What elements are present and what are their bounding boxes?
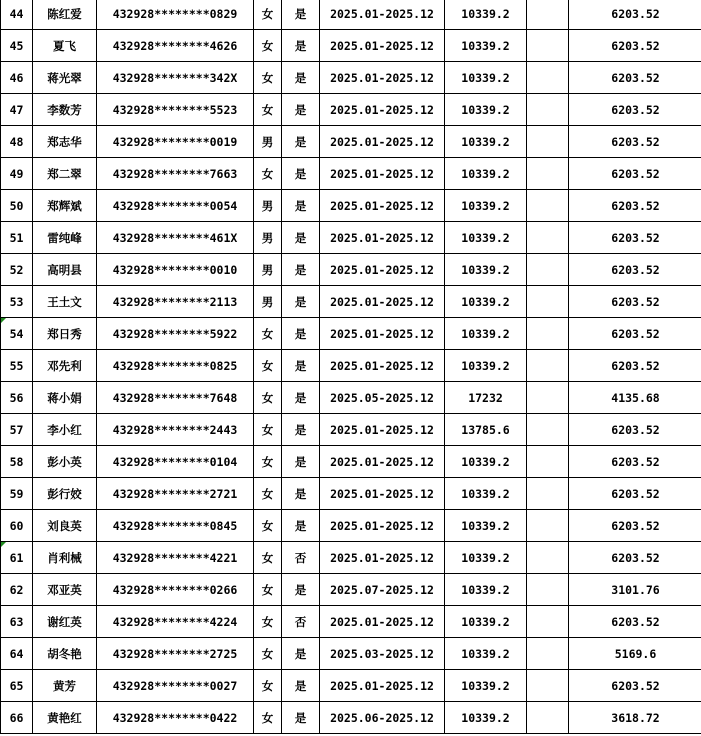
gender-cell[interactable]: 女 — [254, 30, 282, 62]
id-number-cell[interactable]: 432928********0027 — [97, 670, 254, 702]
id-number-cell[interactable]: 432928********4626 — [97, 30, 254, 62]
id-number-cell[interactable]: 432928********0266 — [97, 574, 254, 606]
id-number-cell[interactable]: 432928********0010 — [97, 254, 254, 286]
table-row — [1, 478, 701, 510]
table-row — [1, 542, 701, 574]
subsidy-cell[interactable]: 6203.52 — [569, 670, 701, 702]
table-row — [1, 574, 701, 606]
name-cell[interactable]: 郑二翠 — [33, 158, 97, 190]
empty-cell[interactable] — [527, 414, 569, 446]
status-flag-cell[interactable]: 是 — [282, 190, 320, 222]
amount-cell[interactable]: 10339.2 — [445, 62, 527, 94]
amount-cell[interactable]: 10339.2 — [445, 670, 527, 702]
name-cell[interactable]: 李小红 — [33, 414, 97, 446]
amount-cell[interactable]: 10339.2 — [445, 542, 527, 574]
amount-cell[interactable]: 10339.2 — [445, 606, 527, 638]
row-number-cell[interactable]: 50 — [1, 190, 33, 222]
gender-cell[interactable]: 女 — [254, 414, 282, 446]
table-row — [1, 126, 701, 158]
subsidy-cell[interactable]: 6203.52 — [569, 542, 701, 574]
name-cell[interactable]: 谢红英 — [33, 606, 97, 638]
table-row — [1, 670, 701, 702]
subsidy-cell[interactable]: 6203.52 — [569, 158, 701, 190]
subsidy-cell[interactable]: 6203.52 — [569, 446, 701, 478]
empty-cell[interactable] — [527, 510, 569, 542]
status-flag-cell[interactable]: 是 — [282, 318, 320, 350]
empty-cell[interactable] — [527, 190, 569, 222]
amount-cell[interactable]: 10339.2 — [445, 94, 527, 126]
subsidy-cell[interactable]: 6203.52 — [569, 222, 701, 254]
row-number-cell[interactable]: 55 — [1, 350, 33, 382]
table-row — [1, 0, 701, 30]
empty-cell[interactable] — [527, 446, 569, 478]
empty-cell[interactable] — [527, 94, 569, 126]
empty-cell[interactable] — [527, 702, 569, 734]
gender-cell[interactable]: 男 — [254, 190, 282, 222]
row-number-cell[interactable]: 64 — [1, 638, 33, 670]
amount-cell[interactable]: 10339.2 — [445, 158, 527, 190]
subsidy-cell[interactable]: 6203.52 — [569, 62, 701, 94]
name-cell[interactable]: 黄芳 — [33, 670, 97, 702]
id-number-cell[interactable]: 432928********2443 — [97, 414, 254, 446]
id-number-cell[interactable]: 432928********0054 — [97, 190, 254, 222]
id-number-cell[interactable]: 432928********5922 — [97, 318, 254, 350]
subsidy-cell[interactable]: 6203.52 — [569, 254, 701, 286]
name-cell[interactable]: 郑日秀 — [33, 318, 97, 350]
amount-cell[interactable]: 10339.2 — [445, 446, 527, 478]
table-row — [1, 638, 701, 670]
status-flag-cell[interactable]: 是 — [282, 414, 320, 446]
status-flag-cell[interactable]: 是 — [282, 94, 320, 126]
gender-cell[interactable]: 男 — [254, 254, 282, 286]
status-flag-cell[interactable]: 是 — [282, 126, 320, 158]
subsidy-cell[interactable]: 6203.52 — [569, 510, 701, 542]
row-number-cell[interactable]: 56 — [1, 382, 33, 414]
amount-cell[interactable]: 10339.2 — [445, 254, 527, 286]
period-cell[interactable]: 2025.05-2025.12 — [320, 382, 445, 414]
gender-cell[interactable]: 女 — [254, 382, 282, 414]
id-number-cell[interactable]: 432928********342X — [97, 62, 254, 94]
row-number-cell[interactable]: 65 — [1, 670, 33, 702]
row-number-cell[interactable]: 60 — [1, 510, 33, 542]
table-row — [1, 286, 701, 318]
empty-cell[interactable] — [527, 222, 569, 254]
table-row — [1, 510, 701, 542]
period-cell[interactable]: 2025.01-2025.12 — [320, 286, 445, 318]
row-number-cell[interactable]: 54 — [1, 318, 33, 350]
row-number-cell[interactable]: 44 — [1, 0, 33, 30]
period-cell[interactable]: 2025.01-2025.12 — [320, 222, 445, 254]
gender-cell[interactable]: 男 — [254, 222, 282, 254]
subsidy-cell[interactable]: 6203.52 — [569, 350, 701, 382]
name-cell[interactable]: 高明县 — [33, 254, 97, 286]
amount-cell[interactable]: 10339.2 — [445, 30, 527, 62]
name-cell[interactable]: 郑辉斌 — [33, 190, 97, 222]
table-row — [1, 318, 701, 350]
table-row — [1, 30, 701, 62]
id-number-cell[interactable]: 432928********461X — [97, 222, 254, 254]
table-row — [1, 702, 701, 734]
row-number-cell[interactable]: 61 — [1, 542, 33, 574]
empty-cell[interactable] — [527, 478, 569, 510]
table-row — [1, 446, 701, 478]
empty-cell[interactable] — [527, 0, 569, 30]
amount-cell[interactable]: 10339.2 — [445, 510, 527, 542]
amount-cell[interactable]: 10339.2 — [445, 190, 527, 222]
status-flag-cell[interactable]: 是 — [282, 62, 320, 94]
amount-cell[interactable]: 10339.2 — [445, 126, 527, 158]
row-number-cell[interactable]: 52 — [1, 254, 33, 286]
gender-cell[interactable]: 女 — [254, 446, 282, 478]
amount-cell[interactable]: 10339.2 — [445, 350, 527, 382]
subsidy-cell[interactable]: 6203.52 — [569, 478, 701, 510]
name-cell[interactable]: 郑志华 — [33, 126, 97, 158]
period-cell[interactable]: 2025.01-2025.12 — [320, 190, 445, 222]
amount-cell[interactable]: 10339.2 — [445, 638, 527, 670]
row-number-cell[interactable]: 59 — [1, 478, 33, 510]
period-cell[interactable]: 2025.07-2025.12 — [320, 574, 445, 606]
amount-cell[interactable]: 10339.2 — [445, 574, 527, 606]
amount-cell[interactable]: 10339.2 — [445, 702, 527, 734]
name-cell[interactable]: 肖利械 — [33, 542, 97, 574]
status-flag-cell[interactable]: 是 — [282, 222, 320, 254]
status-flag-cell[interactable]: 是 — [282, 510, 320, 542]
period-cell[interactable]: 2025.01-2025.12 — [320, 94, 445, 126]
status-flag-cell[interactable]: 是 — [282, 286, 320, 318]
name-cell[interactable]: 黄艳红 — [33, 702, 97, 734]
empty-cell[interactable] — [527, 574, 569, 606]
gender-cell[interactable]: 女 — [254, 478, 282, 510]
id-number-cell[interactable]: 432928********7648 — [97, 382, 254, 414]
period-cell[interactable]: 2025.01-2025.12 — [320, 158, 445, 190]
id-number-cell[interactable]: 432928********0422 — [97, 702, 254, 734]
empty-cell[interactable] — [527, 286, 569, 318]
id-number-cell[interactable]: 432928********4224 — [97, 606, 254, 638]
subsidy-cell[interactable]: 6203.52 — [569, 30, 701, 62]
row-number-cell[interactable]: 57 — [1, 414, 33, 446]
gender-cell[interactable]: 女 — [254, 62, 282, 94]
subsidy-cell[interactable]: 4135.68 — [569, 382, 701, 414]
name-cell[interactable]: 陈红爱 — [33, 0, 97, 30]
status-flag-cell[interactable]: 是 — [282, 702, 320, 734]
subsidy-cell[interactable]: 6203.52 — [569, 0, 701, 30]
status-flag-cell[interactable]: 否 — [282, 542, 320, 574]
name-cell[interactable]: 王土文 — [33, 286, 97, 318]
gender-cell[interactable]: 女 — [254, 158, 282, 190]
row-number-cell[interactable]: 48 — [1, 126, 33, 158]
table-row — [1, 414, 701, 446]
row-number-cell[interactable]: 47 — [1, 94, 33, 126]
empty-cell[interactable] — [527, 30, 569, 62]
status-flag-cell[interactable]: 是 — [282, 574, 320, 606]
empty-cell[interactable] — [527, 350, 569, 382]
id-number-cell[interactable]: 432928********0019 — [97, 126, 254, 158]
subsidy-cell[interactable]: 6203.52 — [569, 318, 701, 350]
empty-cell[interactable] — [527, 126, 569, 158]
gender-cell[interactable]: 女 — [254, 670, 282, 702]
period-cell[interactable]: 2025.01-2025.12 — [320, 350, 445, 382]
id-number-cell[interactable]: 432928********2725 — [97, 638, 254, 670]
gender-cell[interactable]: 女 — [254, 0, 282, 30]
gender-cell[interactable]: 女 — [254, 510, 282, 542]
gender-cell[interactable]: 男 — [254, 286, 282, 318]
status-flag-cell[interactable]: 是 — [282, 30, 320, 62]
name-cell[interactable]: 刘良英 — [33, 510, 97, 542]
gender-cell[interactable]: 女 — [254, 606, 282, 638]
name-cell[interactable]: 胡冬艳 — [33, 638, 97, 670]
name-cell[interactable]: 邓亚英 — [33, 574, 97, 606]
period-cell[interactable]: 2025.01-2025.12 — [320, 30, 445, 62]
period-cell[interactable]: 2025.01-2025.12 — [320, 254, 445, 286]
subsidy-cell[interactable]: 6203.52 — [569, 190, 701, 222]
row-number-cell[interactable]: 62 — [1, 574, 33, 606]
empty-cell[interactable] — [527, 542, 569, 574]
status-flag-cell[interactable]: 是 — [282, 670, 320, 702]
id-number-cell[interactable]: 432928********7663 — [97, 158, 254, 190]
period-cell[interactable]: 2025.01-2025.12 — [320, 446, 445, 478]
empty-cell[interactable] — [527, 382, 569, 414]
status-flag-cell[interactable]: 是 — [282, 350, 320, 382]
row-number-cell[interactable]: 51 — [1, 222, 33, 254]
subsidy-cell[interactable]: 6203.52 — [569, 414, 701, 446]
name-cell[interactable]: 蒋光翠 — [33, 62, 97, 94]
id-number-cell[interactable]: 432928********0829 — [97, 0, 254, 30]
gender-cell[interactable]: 女 — [254, 574, 282, 606]
cell-error-indicator-icon — [1, 318, 6, 323]
id-number-cell[interactable]: 432928********4221 — [97, 542, 254, 574]
empty-cell[interactable] — [527, 62, 569, 94]
subsidy-cell[interactable]: 3101.76 — [569, 574, 701, 606]
gender-cell[interactable]: 男 — [254, 126, 282, 158]
table-row — [1, 606, 701, 638]
table-row — [1, 62, 701, 94]
period-cell[interactable]: 2025.01-2025.12 — [320, 510, 445, 542]
amount-cell[interactable]: 10339.2 — [445, 222, 527, 254]
status-flag-cell[interactable]: 是 — [282, 478, 320, 510]
period-cell[interactable]: 2025.01-2025.12 — [320, 542, 445, 574]
amount-cell[interactable]: 10339.2 — [445, 286, 527, 318]
status-flag-cell[interactable]: 是 — [282, 382, 320, 414]
row-number-cell[interactable]: 58 — [1, 446, 33, 478]
row-number-cell[interactable]: 63 — [1, 606, 33, 638]
gender-cell[interactable]: 女 — [254, 702, 282, 734]
period-cell[interactable]: 2025.01-2025.12 — [320, 606, 445, 638]
name-cell[interactable]: 彭行姣 — [33, 478, 97, 510]
name-cell[interactable]: 夏飞 — [33, 30, 97, 62]
table-row — [1, 382, 701, 414]
subsidy-cell[interactable]: 3618.72 — [569, 702, 701, 734]
table-row — [1, 350, 701, 382]
status-flag-cell[interactable]: 否 — [282, 606, 320, 638]
id-number-cell[interactable]: 432928********0104 — [97, 446, 254, 478]
id-number-cell[interactable]: 432928********0845 — [97, 510, 254, 542]
id-number-cell[interactable]: 432928********2113 — [97, 286, 254, 318]
status-flag-cell[interactable]: 是 — [282, 638, 320, 670]
cell-error-indicator-icon — [1, 542, 6, 547]
subsidy-cell[interactable]: 6203.52 — [569, 286, 701, 318]
table-body — [1, 0, 701, 734]
table-row — [1, 190, 701, 222]
period-cell[interactable]: 2025.01-2025.12 — [320, 318, 445, 350]
row-number-cell[interactable]: 53 — [1, 286, 33, 318]
period-cell[interactable]: 2025.01-2025.12 — [320, 414, 445, 446]
table-row — [1, 94, 701, 126]
status-flag-cell[interactable]: 是 — [282, 446, 320, 478]
period-cell[interactable]: 2025.01-2025.12 — [320, 0, 445, 30]
id-number-cell[interactable]: 432928********2721 — [97, 478, 254, 510]
row-number-cell[interactable]: 66 — [1, 702, 33, 734]
period-cell[interactable]: 2025.01-2025.12 — [320, 126, 445, 158]
empty-cell[interactable] — [527, 670, 569, 702]
row-number-cell[interactable]: 49 — [1, 158, 33, 190]
empty-cell[interactable] — [527, 318, 569, 350]
gender-cell[interactable]: 女 — [254, 350, 282, 382]
table-row — [1, 222, 701, 254]
amount-cell[interactable]: 10339.2 — [445, 0, 527, 30]
subsidy-cell[interactable]: 6203.52 — [569, 126, 701, 158]
empty-cell[interactable] — [527, 158, 569, 190]
id-number-cell[interactable]: 432928********5523 — [97, 94, 254, 126]
amount-cell[interactable]: 10339.2 — [445, 318, 527, 350]
period-cell[interactable]: 2025.01-2025.12 — [320, 670, 445, 702]
name-cell[interactable]: 邓先利 — [33, 350, 97, 382]
table-row — [1, 158, 701, 190]
subsidy-cell[interactable]: 6203.52 — [569, 94, 701, 126]
status-flag-cell[interactable]: 是 — [282, 158, 320, 190]
name-cell[interactable]: 雷纯峰 — [33, 222, 97, 254]
amount-cell[interactable]: 10339.2 — [445, 478, 527, 510]
status-flag-cell[interactable]: 是 — [282, 254, 320, 286]
row-number-cell[interactable]: 45 — [1, 30, 33, 62]
name-cell[interactable]: 彭小英 — [33, 446, 97, 478]
period-cell[interactable]: 2025.06-2025.12 — [320, 702, 445, 734]
empty-cell[interactable] — [527, 254, 569, 286]
gender-cell[interactable]: 女 — [254, 94, 282, 126]
gender-cell[interactable]: 女 — [254, 542, 282, 574]
subsidy-cell[interactable]: 6203.52 — [569, 606, 701, 638]
amount-cell[interactable]: 17232 — [445, 382, 527, 414]
table-row — [1, 254, 701, 286]
period-cell[interactable]: 2025.01-2025.12 — [320, 62, 445, 94]
row-number-cell[interactable]: 46 — [1, 62, 33, 94]
gender-cell[interactable]: 女 — [254, 318, 282, 350]
period-cell[interactable]: 2025.03-2025.12 — [320, 638, 445, 670]
empty-cell[interactable] — [527, 606, 569, 638]
name-cell[interactable]: 蒋小娟 — [33, 382, 97, 414]
status-flag-cell[interactable]: 是 — [282, 0, 320, 30]
subsidy-cell[interactable]: 5169.6 — [569, 638, 701, 670]
name-cell[interactable]: 李数芳 — [33, 94, 97, 126]
gender-cell[interactable]: 女 — [254, 638, 282, 670]
id-number-cell[interactable]: 432928********0825 — [97, 350, 254, 382]
amount-cell[interactable]: 13785.6 — [445, 414, 527, 446]
empty-cell[interactable] — [527, 638, 569, 670]
period-cell[interactable]: 2025.01-2025.12 — [320, 478, 445, 510]
